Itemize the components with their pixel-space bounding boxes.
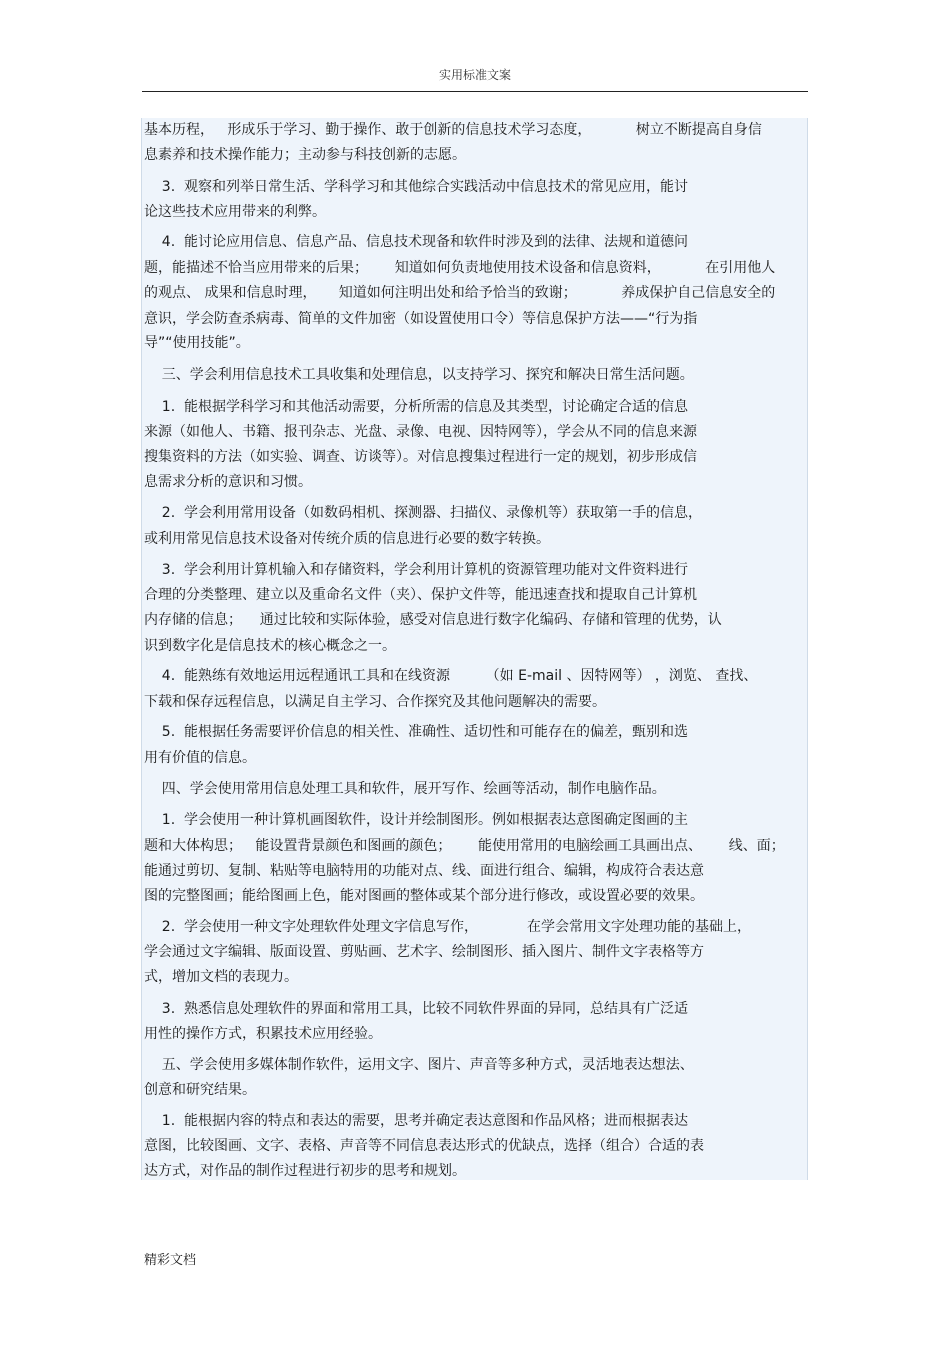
paragraph-line: 题和大体构思； 能设置背景颜色和图画的颜色； 能使用常用的电脑绘画工具画出点、 线、面； [144, 838, 785, 854]
paragraph-line: 下载和保存远程信息，以满足自主学习、合作探究及其他问题解决的需要。 [144, 694, 606, 710]
page-header-title: 实用标准文案 [438, 68, 511, 82]
paragraph-line: 五、学会使用多媒体制作软件，运用文字、图片、声音等多种方式，灵活地表达想法、 [144, 1057, 694, 1073]
paragraph-line: 识到数字化是信息技术的核心概念之一。 [144, 638, 396, 654]
paragraph-line: 创意和研究结果。 [144, 1082, 256, 1098]
paragraph-line: 图的完整图画；能给图画上色，能对图画的整体或某个部分进行修改，或设置必要的效果。 [144, 888, 704, 904]
paragraph-line: 搜集资料的方法（如实验、调查、访谈等）。对信息搜集过程进行一定的规划，初步形成信 [144, 449, 697, 465]
paragraph-line: 2. 学会利用常用设备（如数码相机、探测器、扫描仪、录像机等）获取第一手的信息， [144, 505, 703, 521]
paragraph-line: 三、学会利用信息技术工具收集和处理信息，以支持学习、探究和解决日常生活问题。 [144, 367, 694, 383]
paragraph-line: 达方式，对作品的制作过程进行初步的思考和规划。 [144, 1163, 466, 1179]
paragraph-line: 或利用常见信息技术设备对传统介质的信息进行必要的数字转换。 [144, 531, 550, 547]
paragraph-line: 3. 熟悉信息处理软件的界面和常用工具，比较不同软件界面的异同，总结具有广泛适 [144, 1001, 689, 1017]
paragraph-line: 基本历程， 形成乐于学习、勤于操作、敢于创新的信息技术学习态度， 树立不断提高自身信 [144, 122, 762, 138]
paragraph-line: 2. 学会使用一种文字处理软件处理文字信息写作， 在学会常用文字处理功能的基础上， [144, 919, 752, 935]
paragraph-line: 4. 能讨论应用信息、信息产品、信息技术现备和软件时涉及到的法律、法规和道德问 [144, 234, 689, 250]
paragraph-line: 能通过剪切、复制、粘贴等电脑特用的功能对点、线、面进行组合、编辑，构成符合表达意 [144, 863, 704, 879]
paragraph-line: 1. 能根据内容的特点和表达的需要，思考并确定表达意图和作品风格；进而根据表达 [144, 1113, 689, 1129]
paragraph-line: 来源（如他人、书籍、报刊杂志、光盘、录像、电视、因特网等），学会从不同的信息来源 [144, 424, 697, 440]
paragraph-line: 论这些技术应用带来的利弊。 [144, 204, 326, 220]
paragraph-line: 内存储的信息； 通过比较和实际体验，感受对信息进行数字化编码、存储和管理的优势，认 [144, 612, 722, 628]
paragraph-line: 4. 能熟练有效地运用远程通讯工具和在线资源 （如 E-mail 、因特网等） ，浏览、 查找、 [144, 668, 758, 684]
header-divider [142, 91, 808, 92]
paragraph-line: 3. 观察和列举日常生活、学科学习和其他综合实践活动中信息技术的常见应用，能讨 [144, 179, 689, 195]
paragraph-line: 1. 能根据学科学习和其他活动需要，分析所需的信息及其类型，讨论确定合适的信息 [144, 399, 689, 415]
paragraph-line: 意识，学会防查杀病毒、简单的文件加密（如设置使用口令）等信息保护方法——“行为指 [144, 311, 698, 327]
paragraph-line: 3. 学会利用计算机输入和存储资料，学会利用计算机的资源管理功能对文件资料进行 [144, 562, 689, 578]
page-footer-label: 精彩文档 [144, 1253, 197, 1268]
paragraph-line: 息需求分析的意识和习惯。 [144, 474, 312, 490]
paragraph-line: 学会通过文字编辑、版面设置、剪贴画、艺术字、绘制图形、插入图片、制件文字表格等方 [144, 944, 704, 960]
paragraph-line: 式，增加文档的表现力。 [144, 969, 298, 985]
paragraph-line: 息素养和技术操作能力；主动参与科技创新的志愿。 [144, 147, 466, 163]
paragraph-line: 意图，比较图画、文字、表格、声音等不同信息表达形式的优缺点，选择（组合）合适的表 [144, 1138, 704, 1154]
paragraph-line: 用性的操作方式，积累技术应用经验。 [144, 1026, 382, 1042]
paragraph-line: 用有价值的信息。 [144, 750, 256, 766]
paragraph-line: 5. 能根据任务需要评价信息的相关性、准确性、适切性和可能存在的偏差，甄别和选 [144, 724, 689, 740]
paragraph-line: 的观点、 成果和信息时理， 知道如何注明出处和给予恰当的致谢； 养成保护自己信息安全的 [144, 285, 776, 301]
paragraph-line: 四、学会使用常用信息处理工具和软件，展开写作、绘画等活动，制作电脑作品。 [144, 781, 666, 797]
paragraph-line: 1. 学会使用一种计算机画图软件，设计并绘制图形。例如根据表达意图确定图画的主 [144, 812, 689, 828]
paragraph-line: 导”“使用技能”。 [144, 335, 250, 351]
paragraph-line: 合理的分类整理、建立以及重命名文件（夹）、保护文件等，能迅速查找和提取自己计算机 [144, 587, 697, 603]
paragraph-line: 题，能描述不恰当应用带来的后果； 知道如何负责地使用技术设备和信息资料， 在引用他人 [144, 260, 776, 276]
